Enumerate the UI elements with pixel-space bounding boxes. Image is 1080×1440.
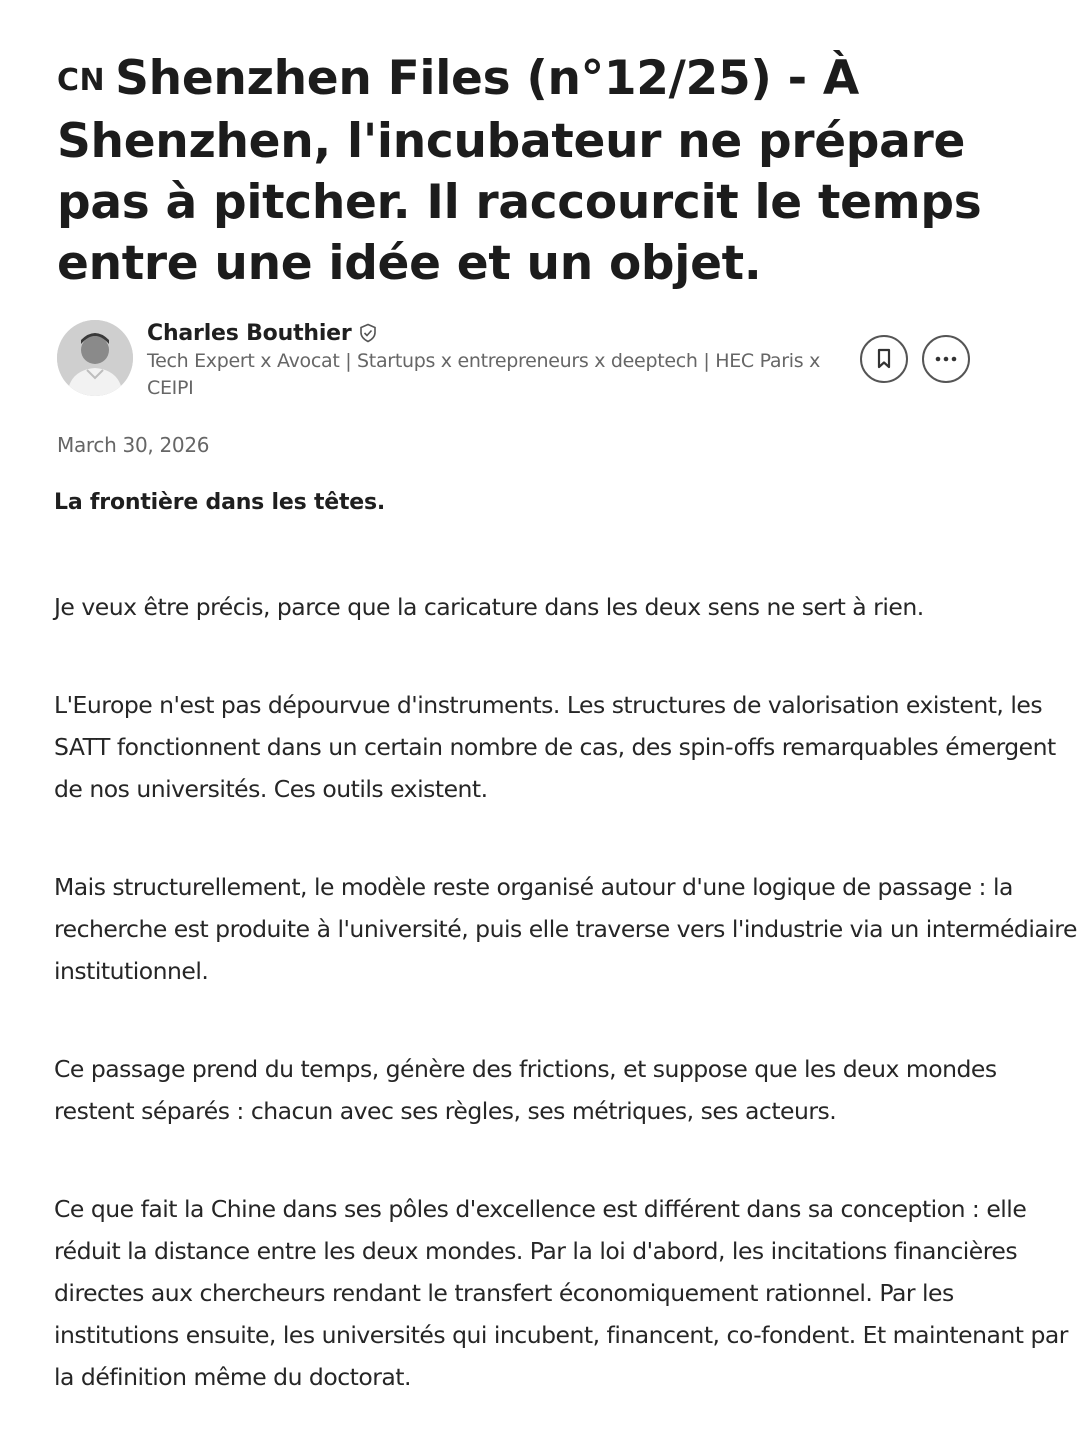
article-paragraph: Je veux être précis, parce que la caricature dans les deux sens ne sert à rien. (54, 593, 924, 621)
author-headline: Tech Expert x Avocat | Startups x entrepreneurs x deeptech | HEC Paris x CEIPI (147, 350, 821, 399)
more-options-button[interactable] (922, 335, 970, 383)
author-name-row (147, 318, 847, 348)
section-heading: La frontière dans les têtes. (54, 490, 386, 515)
avatar-photo (57, 320, 133, 396)
save-button[interactable] (860, 335, 908, 383)
article-title-text: Shenzhen Files (n°12/25) - À Shenzhen, l'incubateur ne prépare pas à pitcher. Il raccourcit le temps entre une idée et un objet. (57, 51, 982, 291)
country-flag-code: CN (57, 63, 106, 98)
verified-shield-icon (358, 323, 378, 343)
author-name[interactable]: Charles Bouthier (147, 320, 352, 346)
bookmark-icon (874, 348, 894, 370)
author-info (147, 318, 847, 402)
article-title (57, 48, 1017, 294)
author-block (57, 318, 1017, 408)
article-paragraph: Mais structurellement, le modèle reste organisé autour d'une logique de passage : la recherche est produite à l'université, puis elle traverse vers l'industrie via un intermédiaire institutionnel. (54, 873, 1077, 985)
article-paragraph: L'Europe n'est pas dépourvue d'instruments. Les structures de valorisation existent, les SATT fonctionnent dans un certain nombre de cas, des spin-offs remarquables émergent de nos universités. Ces outils existent. (54, 691, 1056, 803)
article-paragraph: Ce passage prend du temps, génère des frictions, et suppose que les deux mondes restent séparés : chacun avec ses règles, ses métriques, ses acteurs. (54, 1055, 997, 1125)
article-paragraph: Ce que fait la Chine dans ses pôles d'excellence est différent dans sa conception : elle réduit la distance entre les deux mondes. Par la loi d'abord, les incitations financières directes aux chercheurs rendant le transfert économiquement rationnel. Par les institutions ensuite, les universités qui incubent, financent, co-fondent. Et maintenant par la définition même du doctorat. (54, 1195, 1068, 1391)
publish-date: March 30, 2026 (57, 433, 210, 457)
author-avatar[interactable] (57, 320, 133, 396)
ellipsis-icon (934, 355, 958, 363)
